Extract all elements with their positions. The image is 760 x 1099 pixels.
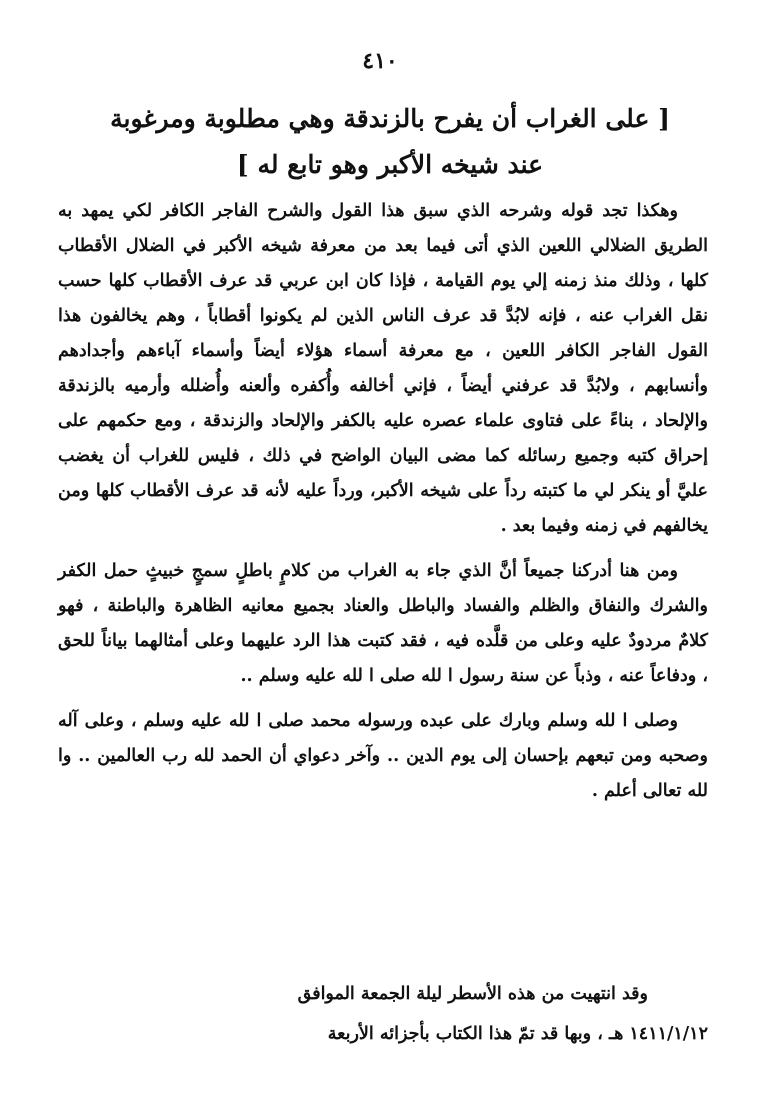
closing-note [58,974,708,1054]
page-number: ٤١٠ [362,48,398,74]
paragraph-3: وصلى ا لله وسلم وبارك على عبده ورسوله محمد صلى ا لله عليه وسلم ، وعلى آله وصحبه ومن تبعهم بإحسان إلى يوم الدين .. وآخر دعواي أن الحمد لله رب العالمين .. وا لله تعالى أعلم . [58,711,708,801]
paragraph-1: وهكذا تجد قوله وشرحه الذي سبق هذا القول والشرح الفاجر الكافر لكي يمهد به الطريق الضلالي اللعين الذي أتى فيما بعد من معرفة شيخه الأكبر في الضلال الأقطاب كلها ، وذلك منذ زمنه إلي يوم القيامة ، فإذا كان ابن عربي قد عرف الأقطاب كلها حسب نقل الغراب عنه ، فإنه لابُدَّ قد عرف الناس الذين لم يكونوا أقطاباً ، وهم يخالفون هذا القول الفاجر الكافر اللعين ، مع معرفة أسماء هؤلاء أيضاً وأسماء آباءهم وأجدادهم وأنسابهم ، ولابُدَّ قد عرفني أيضاً ، فإني أخالفه وأُكفره وألعنه وأُضلله وأرميه بالزندقة والإلحاد ، بناءً على فتاوى علماء عصره عليه بالكفر والإلحاد والزندقة ، ومع حكمهم على إحراق كتبه وجميع رسائله كما مضى البيان الواضح في ذلك ، فليس للغراب أن يغضب عليَّ أو ينكر لي ما كتبته رداً على شيخه الأكبر، ورداً عليه لأنه قد عرف الأقطاب كلها ومن يخالفهم في زمنه وفيما بعد . [58,201,708,536]
body-text [58,194,708,819]
closing-line-2: ١٤١١/١/١٢ هـ ، وبها قد تمّ هذا الكتاب بأجزائه الأربعة [327,1024,708,1044]
section-heading: [ على الغراب أن يفرح بالزندقة وهي مطلوبة ومرغوبة عند شيخه الأكبر وهو تابع له ] [110,104,670,179]
paragraph-2: ومن هنا أدركنا جميعاً أنَّ الذي جاء به الغراب من كلامٍ باطلٍ سمجٍ خبيثٍ حمل الكفر والشرك والنفاق والظلم والفساد والباطل والعناد بجميع معانيه الظاهرة والباطنة ، فهو كلامٌ مردودٌ عليه وعلى من قلَّده فيه ، فقد كتبت هذا الرد عليهما وعلى أمثالهما بياناً للحق ، ودفاعاً عنه ، وذباً عن سنة رسول ا لله صلى ا لله عليه وسلم .. [58,561,708,686]
closing-line-1: وقد انتهيت من هذه الأسطر ليلة الجمعة الموافق [297,984,648,1004]
